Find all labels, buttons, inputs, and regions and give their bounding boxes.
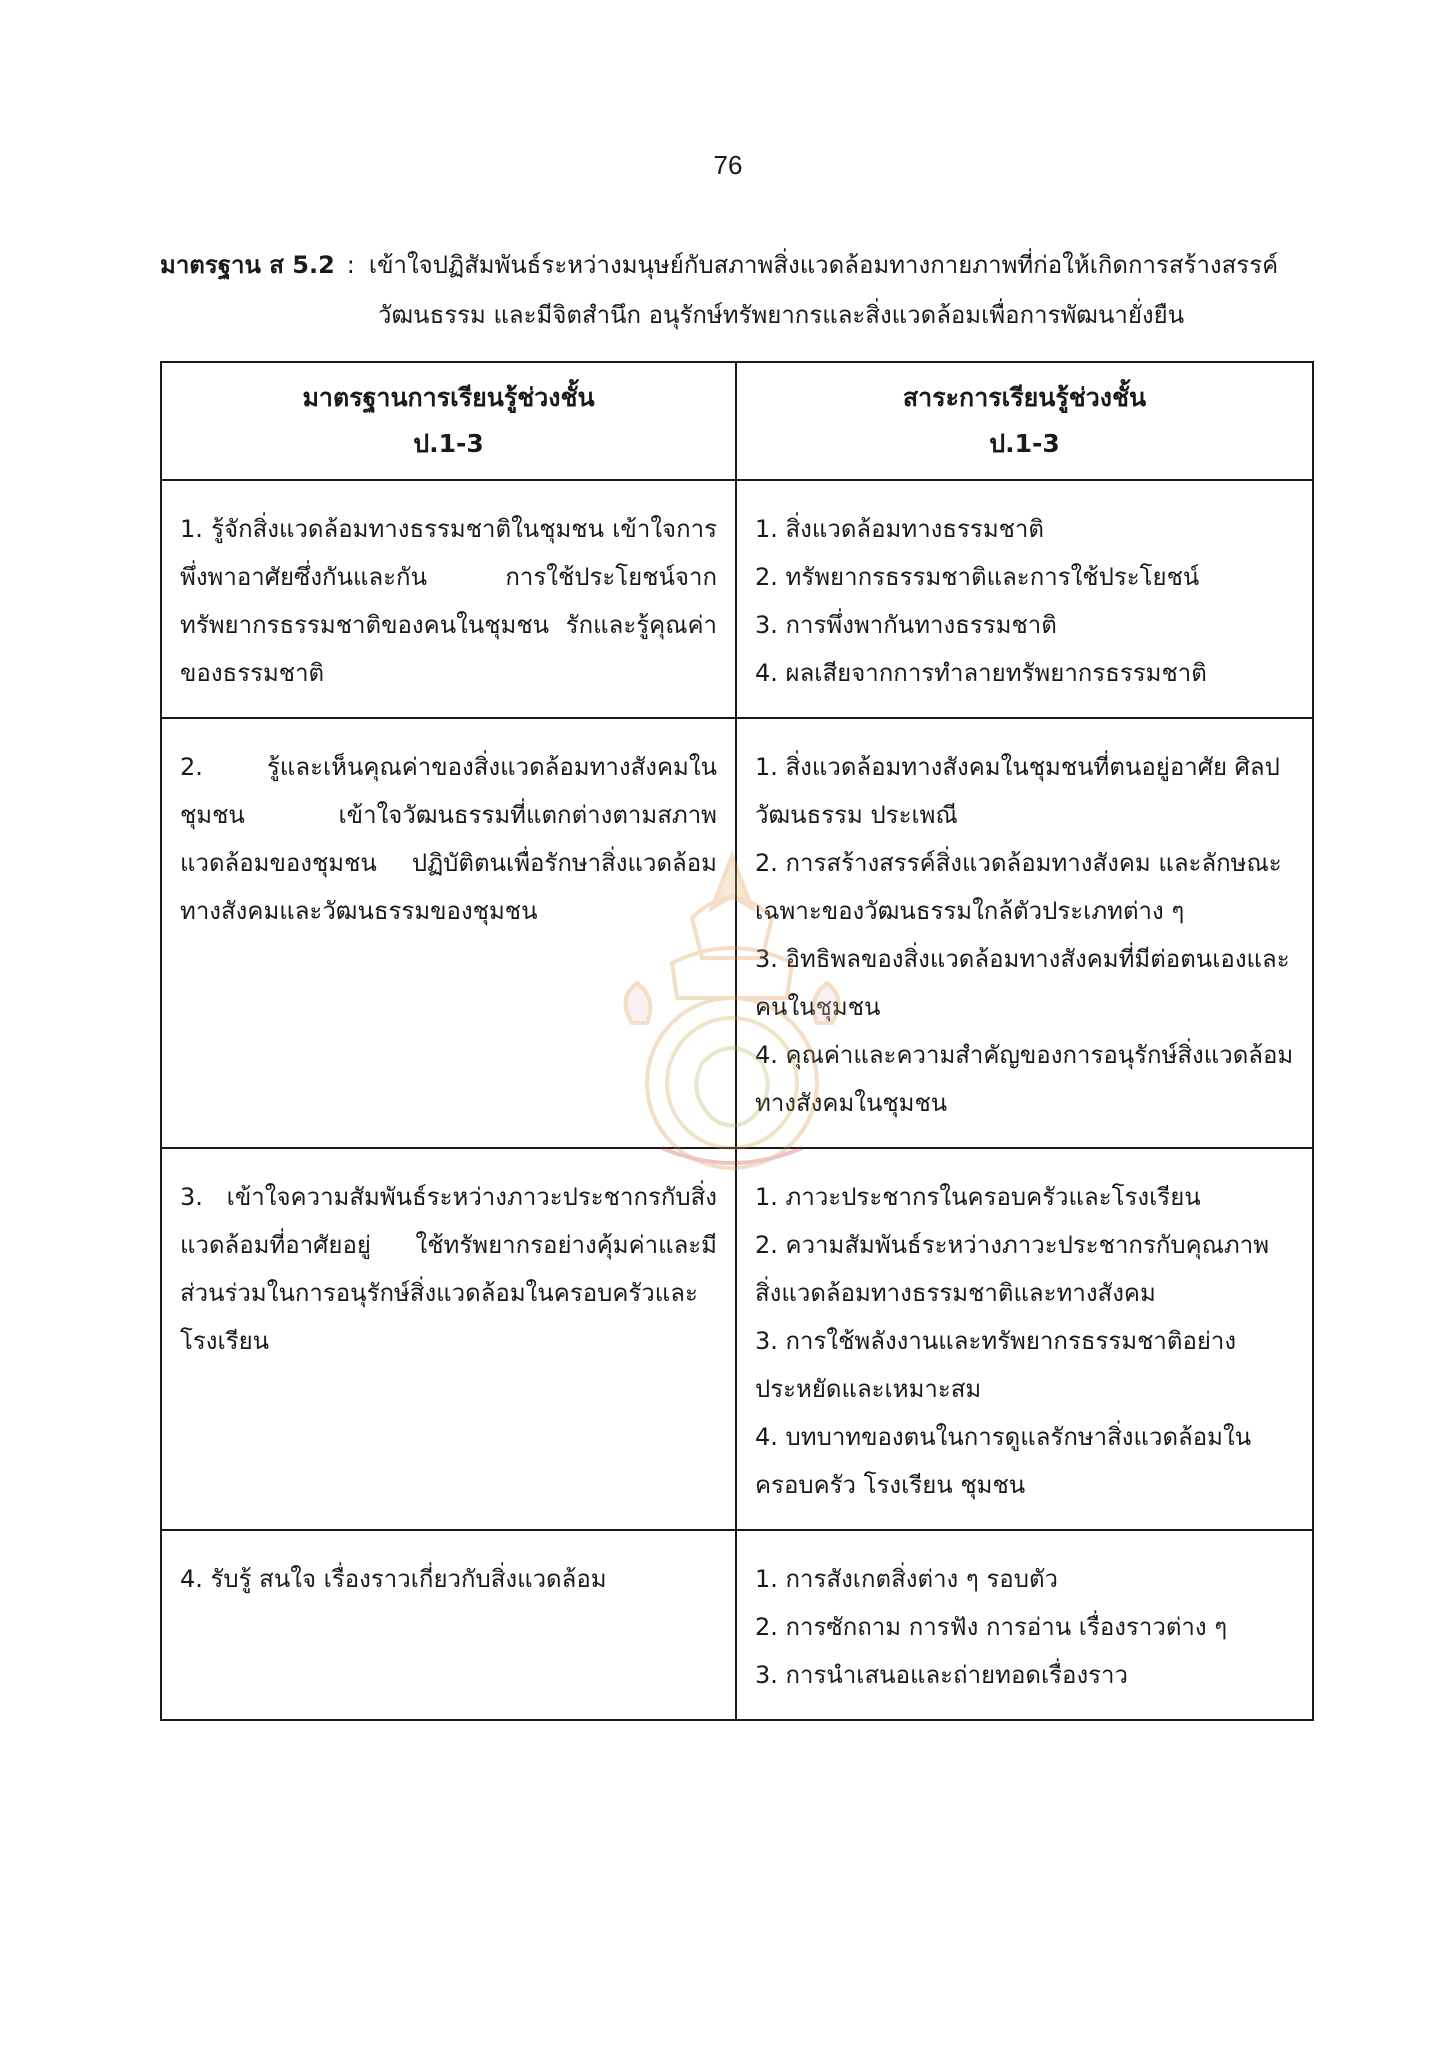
content-item: 2. การสร้างสรรค์สิ่งแวดล้อมทางสังคม และลักษณะเฉพาะของวัฒนธรรมใกล้ตัวประเภทต่าง ๆ xyxy=(755,849,1282,925)
content-item: 3. อิทธิพลของสิ่งแวดล้อมทางสังคมที่มีต่อตนเองและคนในชุมชน xyxy=(755,945,1290,1021)
standard-label: มาตรฐาน ส 5.2 xyxy=(160,251,335,279)
standard-text: 2. รู้และเห็นคุณค่าของสิ่งแวดล้อมทางสังคมในชุมชน เข้าใจวัฒนธรรมที่แตกต่างตามสภาพแวดล้อมของชุมชน ปฏิบัติตนเพื่อรักษาสิ่งแวดล้อมทางสังคมและวัฒนธรรมของชุมชน xyxy=(180,753,717,925)
standard-separator: : xyxy=(346,251,355,279)
standard-heading xyxy=(160,240,1330,340)
header-learning-content-grade: ป.1-3 xyxy=(989,429,1060,458)
content-item: 2. ความสัมพันธ์ระหว่างภาวะประชากรกับคุณภาพสิ่งแวดล้อมทางธรรมชาติและทางสังคม xyxy=(755,1231,1270,1307)
content-item: 2. การซักถาม การฟัง การอ่าน เรื่องราวต่าง ๆ xyxy=(755,1613,1228,1641)
content-item: 1. สิ่งแวดล้อมทางธรรมชาติ xyxy=(755,515,1044,543)
header-learning-standard-grade: ป.1-3 xyxy=(413,429,484,458)
content-item: 4. คุณค่าและความสำคัญของการอนุรักษ์สิ่งแวดล้อมทางสังคมในชุมชน xyxy=(755,1041,1294,1117)
header-learning-standard xyxy=(161,362,736,480)
header-learning-content-title: สาระการเรียนรู้ช่วงชั้น xyxy=(902,383,1147,412)
page-number: 76 xyxy=(713,150,743,180)
standard-text: 4. รับรู้ สนใจ เรื่องราวเกี่ยวกับสิ่งแวดล้อม xyxy=(180,1565,607,1593)
standard-cell xyxy=(161,718,736,1148)
table-row xyxy=(161,1530,1313,1720)
standard-cell xyxy=(161,1530,736,1720)
content-item: 3. การนำเสนอและถ่ายทอดเรื่องราว xyxy=(755,1661,1129,1689)
curriculum-table xyxy=(160,361,1314,1721)
standard-cell xyxy=(161,1148,736,1530)
table-row xyxy=(161,718,1313,1148)
content-cell xyxy=(736,718,1313,1148)
content-cell xyxy=(736,1530,1313,1720)
content-item: 1. สิ่งแวดล้อมทางสังคมในชุมชนที่ตนอยู่อาศัย ศิลปวัฒนธรรม ประเพณี xyxy=(755,753,1280,829)
content-cell xyxy=(736,1148,1313,1530)
table-header-row xyxy=(161,362,1313,480)
content-item: 2. ทรัพยากรธรรมชาติและการใช้ประโยชน์ xyxy=(755,563,1200,591)
standard-description-line1: เข้าใจปฏิสัมพันธ์ระหว่างมนุษย์กับสภาพสิ่งแวดล้อมทางกายภาพที่ก่อให้เกิดการสร้างสรรค์ xyxy=(368,251,1279,279)
standard-text: 1. รู้จักสิ่งแวดล้อมทางธรรมชาติในชุมชน เข้าใจการพึ่งพาอาศัยซึ่งกันและกัน การใช้ประโยชน์จากทรัพยากรธรรมชาติของคนในชุมชน รักและรู้คุณค่าของธรรมชาติ xyxy=(180,515,717,687)
standard-text: 3. เข้าใจความสัมพันธ์ระหว่างภาวะประชากรกับสิ่งแวดล้อมที่อาศัยอยู่ ใช้ทรัพยากรอย่างคุ้มค่าและมีส่วนร่วมในการอนุรักษ์สิ่งแวดล้อมในครอบครัวและโรงเรียน xyxy=(180,1183,717,1355)
content-item: 1. ภาวะประชากรในครอบครัวและโรงเรียน xyxy=(755,1183,1201,1211)
content-cell xyxy=(736,480,1313,718)
table-row xyxy=(161,480,1313,718)
standard-cell xyxy=(161,480,736,718)
header-learning-standard-title: มาตรฐานการเรียนรู้ช่วงชั้น xyxy=(302,383,595,412)
header-learning-content xyxy=(736,362,1313,480)
content-item: 1. การสังเกตสิ่งต่าง ๆ รอบตัว xyxy=(755,1565,1059,1593)
content-item: 4. ผลเสียจากการทำลายทรัพยากรธรรมชาติ xyxy=(755,659,1207,687)
content-item: 3. การใช้พลังงานและทรัพยากรธรรมชาติอย่างประหยัดและเหมาะสม xyxy=(755,1327,1237,1403)
content-item: 3. การพึ่งพากันทางธรรมชาติ xyxy=(755,611,1057,639)
standard-description-line2: วัฒนธรรม และมีจิตสำนึก อนุรักษ์ทรัพยากรและสิ่งแวดล้อมเพื่อการพัฒนายั่งยืน xyxy=(378,301,1185,329)
content-item: 4. บทบาทของตนในการดูแลรักษาสิ่งแวดล้อมในครอบครัว โรงเรียน ชุมชน xyxy=(755,1423,1252,1499)
table-row xyxy=(161,1148,1313,1530)
